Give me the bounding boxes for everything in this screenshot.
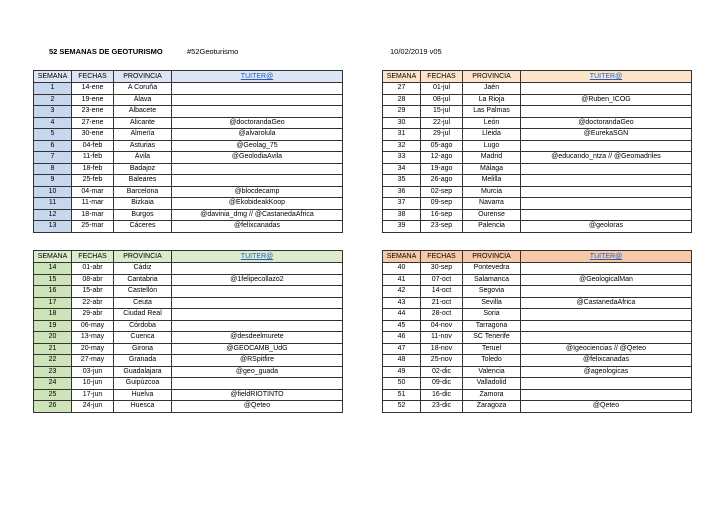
table-row — [383, 286, 692, 298]
cell-semana: 37 — [383, 198, 421, 210]
table-row — [383, 389, 692, 401]
cell-tuiter: @fieldRIOTINTO — [172, 389, 343, 401]
cell-provincia: Ourense — [463, 209, 521, 221]
cell-fechas: 13-may — [72, 332, 114, 344]
cell-semana: 29 — [383, 106, 421, 118]
table-row — [34, 83, 343, 95]
table-row — [34, 221, 343, 233]
cell-tuiter — [172, 320, 343, 332]
cell-semana: 18 — [34, 309, 72, 321]
cell-fechas: 18-nov — [421, 343, 463, 355]
cell-provincia: Ceuta — [114, 297, 172, 309]
cell-provincia: Lleida — [463, 129, 521, 141]
cell-semana: 42 — [383, 286, 421, 298]
column-header-semana: SEMANA — [383, 71, 421, 83]
cell-tuiter: @ageologicas — [521, 366, 692, 378]
cell-provincia: Sevilla — [463, 297, 521, 309]
cell-semana: 6 — [34, 140, 72, 152]
cell-tuiter — [521, 83, 692, 95]
cell-provincia: Girona — [114, 343, 172, 355]
table-row — [34, 366, 343, 378]
cell-provincia: Málaga — [463, 163, 521, 175]
cell-tuiter: @geoloras — [521, 221, 692, 233]
cell-provincia: Zamora — [463, 389, 521, 401]
column-header-tuiter[interactable]: TUITER@ — [172, 71, 343, 83]
table-row — [34, 320, 343, 332]
cell-provincia: Teruel — [463, 343, 521, 355]
cell-fechas: 16-sep — [421, 209, 463, 221]
cell-semana: 52 — [383, 401, 421, 413]
table-row — [383, 152, 692, 164]
cell-provincia: Huelva — [114, 389, 172, 401]
cell-semana: 4 — [34, 117, 72, 129]
cell-provincia: A Coruña — [114, 83, 172, 95]
cell-fechas: 14-ene — [72, 83, 114, 95]
cell-semana: 33 — [383, 152, 421, 164]
cell-fechas: 21-oct — [421, 297, 463, 309]
cell-provincia: Asturias — [114, 140, 172, 152]
table-row — [34, 343, 343, 355]
cell-provincia: Huesca — [114, 401, 172, 413]
column-header-fechas: FECHAS — [421, 251, 463, 263]
cell-provincia: Guipúzcoa — [114, 378, 172, 390]
cell-tuiter — [521, 209, 692, 221]
cell-provincia: Palencia — [463, 221, 521, 233]
cell-fechas: 25-nov — [421, 355, 463, 367]
cell-provincia: Burgos — [114, 209, 172, 221]
table-row — [383, 401, 692, 413]
column-header-provincia: PROVINCIA — [463, 71, 521, 83]
cell-tuiter: @davinia_dmg // @CastanedaAfrica — [172, 209, 343, 221]
cell-semana: 43 — [383, 297, 421, 309]
cell-tuiter: @GeologicalMan — [521, 274, 692, 286]
cell-provincia: Toledo — [463, 355, 521, 367]
cell-provincia: Jaén — [463, 83, 521, 95]
cell-semana: 40 — [383, 263, 421, 275]
cell-provincia: León — [463, 117, 521, 129]
cell-tuiter: @RSpitfire — [172, 355, 343, 367]
cell-semana: 7 — [34, 152, 72, 164]
cell-fechas: 20-may — [72, 343, 114, 355]
cell-tuiter: @EurekaSGN — [521, 129, 692, 141]
cell-semana: 35 — [383, 175, 421, 187]
cell-fechas: 27-ene — [72, 117, 114, 129]
cell-semana: 31 — [383, 129, 421, 141]
cell-semana: 48 — [383, 355, 421, 367]
cell-tuiter: @Ruben_ICOG — [521, 94, 692, 106]
cell-tuiter — [172, 83, 343, 95]
cell-provincia: Ciudad Real — [114, 309, 172, 321]
cell-tuiter — [521, 263, 692, 275]
column-header-tuiter[interactable]: TUITER@ — [521, 251, 692, 263]
cell-provincia: Cantabria — [114, 274, 172, 286]
cell-provincia: Ávila — [114, 152, 172, 164]
cell-provincia: Tarragona — [463, 320, 521, 332]
cell-fechas: 02-dic — [421, 366, 463, 378]
table-row — [383, 186, 692, 198]
cell-fechas: 27-may — [72, 355, 114, 367]
cell-semana: 21 — [34, 343, 72, 355]
cell-semana: 9 — [34, 175, 72, 187]
cell-tuiter: @alvarolula — [172, 129, 343, 141]
table-row — [383, 129, 692, 141]
cell-semana: 28 — [383, 94, 421, 106]
table-row — [383, 221, 692, 233]
cell-tuiter — [172, 106, 343, 118]
cell-tuiter — [172, 309, 343, 321]
cell-semana: 27 — [383, 83, 421, 95]
cell-tuiter: @doctorandaGeo — [172, 117, 343, 129]
cell-semana: 32 — [383, 140, 421, 152]
table-row — [383, 94, 692, 106]
cell-tuiter — [521, 198, 692, 210]
table-row — [383, 309, 692, 321]
cell-provincia: Córdoba — [114, 320, 172, 332]
column-header-semana: SEMANA — [383, 251, 421, 263]
column-header-fechas: FECHAS — [421, 71, 463, 83]
column-header-fechas: FECHAS — [72, 251, 114, 263]
cell-provincia: Las Palmas — [463, 106, 521, 118]
cell-tuiter — [521, 320, 692, 332]
table-row — [383, 140, 692, 152]
cell-tuiter — [172, 378, 343, 390]
cell-provincia: Soria — [463, 309, 521, 321]
cell-fechas: 03-jun — [72, 366, 114, 378]
cell-fechas: 15-abr — [72, 286, 114, 298]
table-row — [383, 198, 692, 210]
cell-provincia: Barcelona — [114, 186, 172, 198]
cell-tuiter: @CastanedaAfrica — [521, 297, 692, 309]
cell-semana: 39 — [383, 221, 421, 233]
cell-fechas: 18-feb — [72, 163, 114, 175]
cell-provincia: Granada — [114, 355, 172, 367]
cell-provincia: Valladolid — [463, 378, 521, 390]
table-header-row — [383, 251, 692, 263]
cell-tuiter: @doctorandaGeo — [521, 117, 692, 129]
table-row — [383, 106, 692, 118]
cell-tuiter: @Geolag_75 — [172, 140, 343, 152]
cell-semana: 8 — [34, 163, 72, 175]
doc-version: 10/02/2019 v05 — [390, 47, 442, 56]
cell-fechas: 19-ene — [72, 94, 114, 106]
table-row — [383, 83, 692, 95]
cell-provincia: Bizkaia — [114, 198, 172, 210]
cell-fechas: 25-mar — [72, 221, 114, 233]
table-row — [34, 129, 343, 141]
cell-semana: 3 — [34, 106, 72, 118]
cell-semana: 25 — [34, 389, 72, 401]
cell-fechas: 09-dic — [421, 378, 463, 390]
table-row — [383, 163, 692, 175]
cell-semana: 13 — [34, 221, 72, 233]
cell-provincia: Alicante — [114, 117, 172, 129]
table-row — [383, 297, 692, 309]
cell-provincia: Cáceres — [114, 221, 172, 233]
cell-fechas: 18-mar — [72, 209, 114, 221]
table-row — [383, 320, 692, 332]
cell-semana: 47 — [383, 343, 421, 355]
cell-semana: 14 — [34, 263, 72, 275]
table-row — [34, 140, 343, 152]
cell-tuiter: @felixcanadas — [521, 355, 692, 367]
cell-provincia: Badajoz — [114, 163, 172, 175]
cell-semana: 45 — [383, 320, 421, 332]
cell-provincia: Albacete — [114, 106, 172, 118]
table-row — [34, 175, 343, 187]
cell-provincia: Segovia — [463, 286, 521, 298]
cell-tuiter — [172, 94, 343, 106]
cell-tuiter: @felixcanadas — [172, 221, 343, 233]
cell-fechas: 22-jul — [421, 117, 463, 129]
cell-semana: 51 — [383, 389, 421, 401]
cell-tuiter — [172, 263, 343, 275]
cell-tuiter: @EkobideakKoop — [172, 198, 343, 210]
cell-provincia: La Rioja — [463, 94, 521, 106]
table-row — [383, 378, 692, 390]
cell-fechas: 07-oct — [421, 274, 463, 286]
cell-fechas: 08-jul — [421, 94, 463, 106]
table-row — [383, 117, 692, 129]
cell-semana: 19 — [34, 320, 72, 332]
table-weeks-1-13 — [33, 70, 343, 233]
cell-tuiter — [521, 163, 692, 175]
cell-fechas: 10-jun — [72, 378, 114, 390]
cell-fechas: 23-ene — [72, 106, 114, 118]
cell-fechas: 17-jun — [72, 389, 114, 401]
cell-semana: 26 — [34, 401, 72, 413]
cell-provincia: Valencia — [463, 366, 521, 378]
cell-provincia: Lugo — [463, 140, 521, 152]
table-row — [34, 117, 343, 129]
cell-semana: 15 — [34, 274, 72, 286]
cell-fechas: 06-may — [72, 320, 114, 332]
cell-fechas: 01-jul — [421, 83, 463, 95]
table-row — [383, 343, 692, 355]
cell-provincia: Cádiz — [114, 263, 172, 275]
column-header-provincia: PROVINCIA — [463, 251, 521, 263]
cell-provincia: Álava — [114, 94, 172, 106]
table-weeks-27-39 — [382, 70, 692, 233]
cell-fechas: 11-mar — [72, 198, 114, 210]
cell-semana: 10 — [34, 186, 72, 198]
cell-tuiter: @GeolodiaAvila — [172, 152, 343, 164]
cell-provincia: Salamanca — [463, 274, 521, 286]
cell-fechas: 08-abr — [72, 274, 114, 286]
table-row — [383, 209, 692, 221]
cell-tuiter: @geo_guada — [172, 366, 343, 378]
column-header-semana: SEMANA — [34, 251, 72, 263]
column-header-tuiter[interactable]: TUITER@ — [521, 71, 692, 83]
cell-fechas: 01-abr — [72, 263, 114, 275]
cell-fechas: 24-jun — [72, 401, 114, 413]
cell-fechas: 29-abr — [72, 309, 114, 321]
cell-provincia: Castellón — [114, 286, 172, 298]
cell-fechas: 14-oct — [421, 286, 463, 298]
cell-provincia: Madrid — [463, 152, 521, 164]
cell-tuiter — [521, 389, 692, 401]
cell-tuiter — [521, 332, 692, 344]
cell-fechas: 22-abr — [72, 297, 114, 309]
cell-tuiter — [521, 378, 692, 390]
column-header-tuiter[interactable]: TUITER@ — [172, 251, 343, 263]
cell-fechas: 16-dic — [421, 389, 463, 401]
cell-tuiter — [521, 286, 692, 298]
cell-fechas: 12-ago — [421, 152, 463, 164]
doc-hashtag: #52Geoturismo — [187, 47, 239, 56]
cell-tuiter — [172, 163, 343, 175]
cell-provincia: Pontevedra — [463, 263, 521, 275]
cell-fechas: 04-nov — [421, 320, 463, 332]
cell-fechas: 09-sep — [421, 198, 463, 210]
table-row — [34, 263, 343, 275]
cell-semana: 49 — [383, 366, 421, 378]
cell-tuiter — [521, 106, 692, 118]
cell-fechas: 02-sep — [421, 186, 463, 198]
cell-fechas: 23-dic — [421, 401, 463, 413]
cell-fechas: 11-nov — [421, 332, 463, 344]
table-row — [34, 186, 343, 198]
cell-semana: 2 — [34, 94, 72, 106]
cell-tuiter: @Qeteo — [172, 401, 343, 413]
cell-fechas: 15-jul — [421, 106, 463, 118]
cell-semana: 46 — [383, 332, 421, 344]
cell-tuiter — [172, 286, 343, 298]
cell-semana: 23 — [34, 366, 72, 378]
table-row — [383, 263, 692, 275]
cell-fechas: 30-ene — [72, 129, 114, 141]
cell-provincia: Murcia — [463, 186, 521, 198]
cell-provincia: Zaragoza — [463, 401, 521, 413]
cell-provincia: Navarra — [463, 198, 521, 210]
cell-tuiter — [521, 309, 692, 321]
table-row — [34, 332, 343, 344]
cell-semana: 44 — [383, 309, 421, 321]
table-header-row — [383, 71, 692, 83]
cell-fechas: 28-oct — [421, 309, 463, 321]
cell-semana: 30 — [383, 117, 421, 129]
cell-semana: 34 — [383, 163, 421, 175]
cell-tuiter — [521, 140, 692, 152]
cell-fechas: 11-feb — [72, 152, 114, 164]
cell-semana: 38 — [383, 209, 421, 221]
cell-provincia: Almería — [114, 129, 172, 141]
cell-tuiter — [521, 175, 692, 187]
cell-provincia: Cuenca — [114, 332, 172, 344]
cell-fechas: 19-ago — [421, 163, 463, 175]
cell-tuiter: @educando_ntza // @Geomadriles — [521, 152, 692, 164]
table-row — [34, 106, 343, 118]
table-header-row — [34, 71, 343, 83]
column-header-provincia: PROVINCIA — [114, 251, 172, 263]
cell-fechas: 05-ago — [421, 140, 463, 152]
cell-fechas: 26-ago — [421, 175, 463, 187]
cell-tuiter: @1felipecollazo2 — [172, 274, 343, 286]
cell-semana: 22 — [34, 355, 72, 367]
cell-tuiter: @Qeteo — [521, 401, 692, 413]
cell-semana: 1 — [34, 83, 72, 95]
column-header-provincia: PROVINCIA — [114, 71, 172, 83]
table-row — [383, 332, 692, 344]
cell-semana: 36 — [383, 186, 421, 198]
table-row — [34, 274, 343, 286]
cell-provincia: Guadalajara — [114, 366, 172, 378]
cell-fechas: 23-sep — [421, 221, 463, 233]
cell-semana: 41 — [383, 274, 421, 286]
table-row — [34, 355, 343, 367]
table-row — [34, 286, 343, 298]
cell-semana: 11 — [34, 198, 72, 210]
table-row — [383, 366, 692, 378]
cell-tuiter: @Igeociencias // @Qeteo — [521, 343, 692, 355]
cell-tuiter: @desdeelmurete — [172, 332, 343, 344]
table-row — [383, 175, 692, 187]
cell-provincia: Melilla — [463, 175, 521, 187]
cell-fechas: 25-feb — [72, 175, 114, 187]
cell-fechas: 29-jul — [421, 129, 463, 141]
cell-semana: 16 — [34, 286, 72, 298]
table-row — [34, 389, 343, 401]
table-row — [34, 209, 343, 221]
cell-semana: 20 — [34, 332, 72, 344]
cell-semana: 12 — [34, 209, 72, 221]
cell-tuiter — [172, 175, 343, 187]
cell-fechas: 04-mar — [72, 186, 114, 198]
cell-semana: 5 — [34, 129, 72, 141]
cell-fechas: 30-sep — [421, 263, 463, 275]
cell-tuiter: @blocdecamp — [172, 186, 343, 198]
column-header-semana: SEMANA — [34, 71, 72, 83]
table-row — [34, 378, 343, 390]
cell-semana: 17 — [34, 297, 72, 309]
table-row — [34, 152, 343, 164]
cell-tuiter — [172, 297, 343, 309]
cell-tuiter: @GEOCAMB_UdG — [172, 343, 343, 355]
table-row — [383, 274, 692, 286]
table-weeks-40-52 — [382, 250, 692, 413]
table-row — [34, 163, 343, 175]
column-header-fechas: FECHAS — [72, 71, 114, 83]
cell-provincia: Baleares — [114, 175, 172, 187]
cell-semana: 24 — [34, 378, 72, 390]
cell-semana: 50 — [383, 378, 421, 390]
cell-fechas: 04-feb — [72, 140, 114, 152]
table-row — [34, 309, 343, 321]
table-row — [34, 198, 343, 210]
table-row — [34, 401, 343, 413]
table-header-row — [34, 251, 343, 263]
table-weeks-14-26 — [33, 250, 343, 413]
doc-title: 52 SEMANAS DE GEOTURISMO — [49, 47, 163, 56]
table-row — [383, 355, 692, 367]
cell-provincia: SC Tenerife — [463, 332, 521, 344]
table-row — [34, 94, 343, 106]
table-row — [34, 297, 343, 309]
cell-tuiter — [521, 186, 692, 198]
